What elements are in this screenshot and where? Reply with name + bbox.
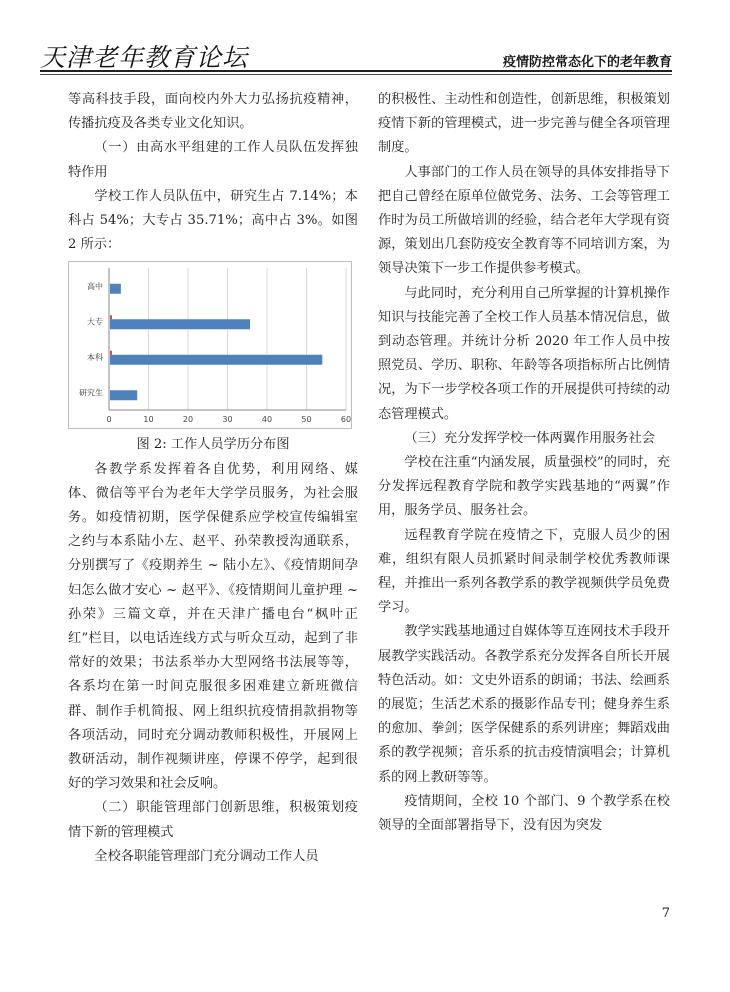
bar: [110, 351, 112, 355]
section-heading: （三）充分发挥学校一体两翼作用服务社会: [404, 430, 655, 446]
y-category-label: 研究生: [79, 388, 103, 398]
bar: [110, 320, 250, 330]
paragraph: 学校在注重“内涵发展，质量强校”的同时，充分发挥远程教育学院和教学实践基地的“两翼”作用，服务学员、服务社会。: [378, 455, 670, 519]
y-category-label: 本科: [87, 353, 103, 363]
page-number: 7: [661, 906, 670, 921]
paragraph: 疫情期间，全校 10 个部门、9 个教学系在校领导的全面部署指导下，没有因为突发: [378, 793, 670, 834]
figure-caption: 图 2: 工作人员学历分布图: [136, 437, 290, 453]
x-tick-label: 50: [301, 415, 312, 425]
x-tick-label: 30: [222, 415, 233, 425]
section-heading: （二）职能管理部门创新思维，积极策划疫情下新的管理模式: [68, 800, 358, 840]
paragraph: 学校工作人员队伍中，研究生占 7.14%；本科占 54%；大专占 35.71%；高中占 3%。如图 2 所示：: [68, 188, 358, 253]
bar: [110, 316, 112, 320]
paragraph: 教学实践基地通过自媒体等互连网技术手段开展教学实践活动。各教学系充分发挥各自所长开展特色活动。如：文史外语系的朗诵；书法、绘画系的展览；生活艺术系的摄影作品专刊；健身养生系的愈加、拳剑；医学保健系的系列讲座；舞蹈戏曲系的教学视频；音乐系的抗击疫情演唱会；计算机系的网上教研等等。: [378, 624, 670, 785]
section-title: 疫情防控常态化下的老年教育: [502, 55, 672, 70]
header-rule-bold: [40, 70, 672, 72]
journal-logo: 天津老年教育论坛: [40, 43, 249, 72]
chart-canvas: [69, 262, 351, 428]
paragraph: 全校各职能管理部门充分调动工作人员: [94, 848, 319, 864]
paragraph: 远程教育学院在疫情之下，克服人员少的困难，组织有限人员抓紧时间录制学校优秀教师课程，并推出一系列各教学系的教学视频供学员免费学习。: [378, 527, 670, 616]
x-tick-label: 60: [340, 415, 351, 425]
paragraph: 的积极性、主动性和创造性，创新思维，积极策划疫情下新的管理模式，进一步完善与健全各项管理制度。: [378, 92, 670, 156]
section-heading: （一）由高水平组建的工作人员队伍发挥独特作用: [68, 140, 358, 180]
right-column: [378, 88, 670, 838]
x-tick-label: 10: [143, 415, 154, 425]
masthead: [40, 38, 672, 72]
x-tick-label: 40: [261, 415, 273, 425]
y-category-label: 高中: [87, 282, 103, 292]
bar: [110, 355, 322, 365]
paragraph: 人事部门的工作人员在领导的具体安排指导下把自己曾经在原单位做党务、法务、工会等管理工作时为员工所做培训的经验，结合老年大学现有资源，策划出几套防疫安全教育等不同培训方案，为领导决策下一步工作提供参考模式。: [378, 164, 670, 277]
education-distribution-chart: [68, 261, 352, 429]
x-tick-label: 20: [182, 415, 194, 425]
left-column: [68, 88, 358, 869]
x-tick-label: 0: [106, 415, 112, 425]
paragraph: 各教学系发挥着各自优势，利用网络、媒体、微信等平台为老年大学学员服务，为社会服务。如疫情初期，医学保健系应学校宣传编辑室之约与本系陆小左、赵平、孙荣教授沟通联系，分别撰写了《疫期养生 ~ 陆小左》、《疫情期间孕妇怎么做才安心 ~ 赵平》、《疫情期间儿童护理 ~ 孙荣》三篇文章，并在天津广播电台“枫叶正红”栏目，以电话连线方式与听众互动，起到了非常好的效果；书法系举办大型网络书法展等等，各系均在第一时间克服很多困难建立新班微信群、制作手机简报、网上组织抗疫情捐款捐物等各项活动，同时充分调动教师积极性，开展网上教研活动，制作视频讲座，停课不停学，起到很好的学习效果和社会反响。: [68, 461, 358, 792]
paragraph: 与此同时，充分利用自己所掌握的计算机操作知识与技能完善了全校工作人员基本情况信息，做到动态管理。并统计分析 2020 年工作人员中按照党员、学历、职称、年龄等各项指标所占比例情况，为下一步学校各项工作的开展提供可持续的动态管理模式。: [378, 285, 670, 422]
paragraph: 等高科技手段，面向校内外大力弘扬抗疫精神，传播抗疫及各类专业文化知识。: [68, 92, 358, 132]
header-rule-thin: [40, 74, 672, 75]
bar: [110, 284, 121, 294]
y-category-label: 大专: [87, 317, 103, 327]
bar: [110, 391, 137, 401]
